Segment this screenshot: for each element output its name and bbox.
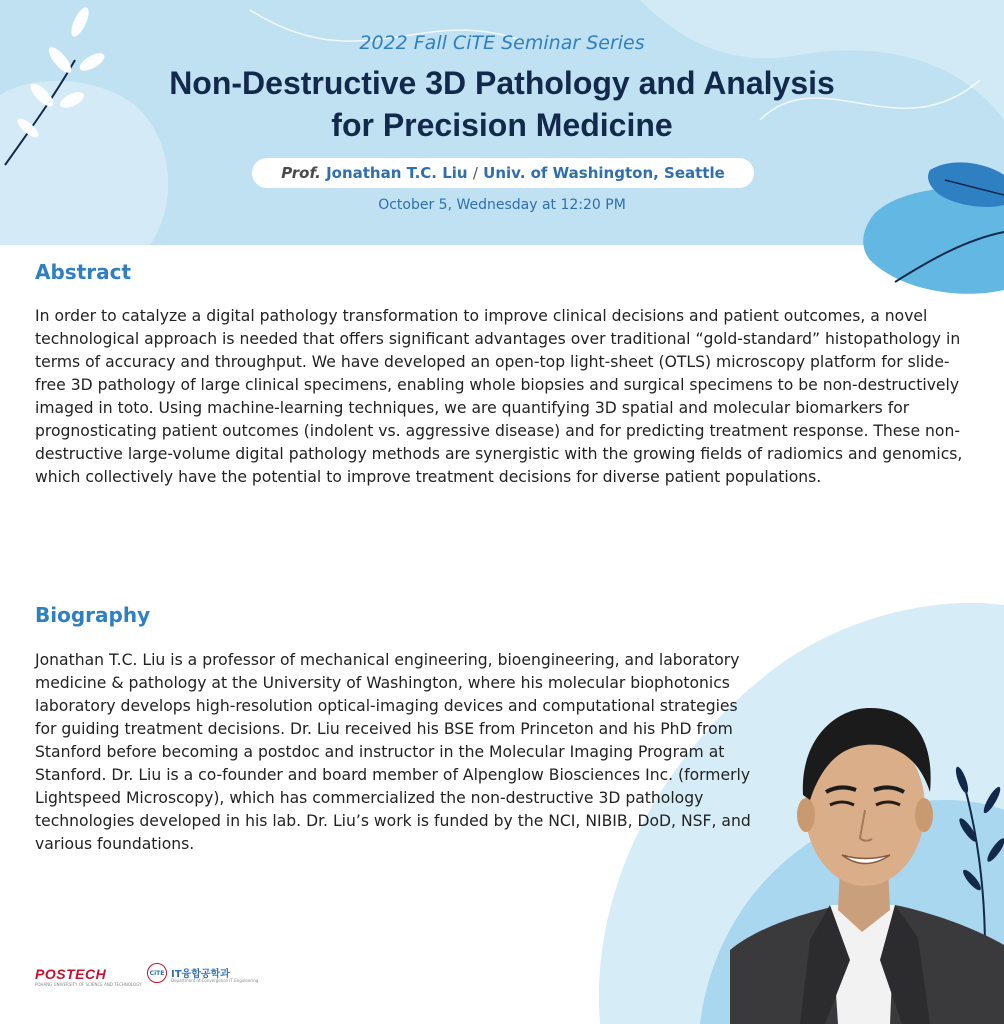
seminar-series: 2022 Fall CiTE Seminar Series <box>359 32 645 54</box>
biography-text: Jonathan T.C. Liu is a professor of mechanical engineering, bioengineering, and laboratory medicine & pathology at the University of Washington, where his molecular biophotonics laboratory develops high-resolution optical-imaging devices and computational strategies for guiding treatment decisions. Dr. Liu received his BSE from Princeton and his PhD from Stanford before becoming a postdoc and instructor in the Molecular Imaging Program at Stanford. Dr. Liu is a co-founder and board member of Alpenglow Biosciences Inc. (formerly Lightspeed Microscopy), which has commercialized the non-destructive 3D pathology technologies developed in his lab. Dr. Liu’s work is funded by the NCI, NIBIB, DoD, NSF, and various foundations. <box>35 651 751 853</box>
event-date: October 5, Wednesday at 12:20 PM <box>378 197 626 213</box>
speaker-pill <box>252 158 754 188</box>
cite-logo-icon: CiTE <box>147 963 167 983</box>
biography-heading: Biography <box>35 603 151 627</box>
title-line-2: for Precision Medicine <box>331 107 673 143</box>
postech-logo: POSTECH <box>35 966 107 982</box>
abstract-text: In order to catalyze a digital pathology transformation to improve clinical decisions and patient outcomes, a novel technological approach is needed that offers significant advantages over traditional “gold-standard” histopathology in terms of accuracy and throughput. We have developed an open-top light-sheet (OTLS) microscopy platform for slide-free 3D pathology of large clinical specimens, enabling whole biopsies and surgical specimens to be non-destructively imaged in toto. Using machine-learning techniques, we are quantifying 3D spatial and molecular biomarkers for prognosticating patient outcomes (indolent vs. aggressive disease) and for predicting treatment response. These non-destructive large-volume digital pathology methods are synergistic with the growing fields of radiomics and genomics, which collectively have the potential to improve treatment decisions for diverse patient populations. <box>35 307 963 486</box>
title-line-1: Non-Destructive 3D Pathology and Analysis <box>169 65 835 101</box>
cite-department-subtitle: Department of Convergence IT Engineering <box>171 978 259 983</box>
speaker-affiliation: Univ. of Washington, Seattle <box>483 164 725 182</box>
speaker-photo <box>730 700 1004 1024</box>
speaker-separator: / <box>472 164 478 182</box>
postech-subtitle: POHANG UNIVERSITY OF SCIENCE AND TECHNOLOGY <box>35 982 142 987</box>
speaker-name: Jonathan T.C. Liu <box>326 164 468 182</box>
abstract-heading: Abstract <box>35 260 132 284</box>
photo-ear-right <box>915 798 933 832</box>
cite-department-name: IT융합공학과 <box>171 969 230 980</box>
speaker-prefix: Prof. <box>281 164 321 182</box>
photo-ear-left <box>797 798 815 832</box>
page-title <box>0 62 1004 146</box>
